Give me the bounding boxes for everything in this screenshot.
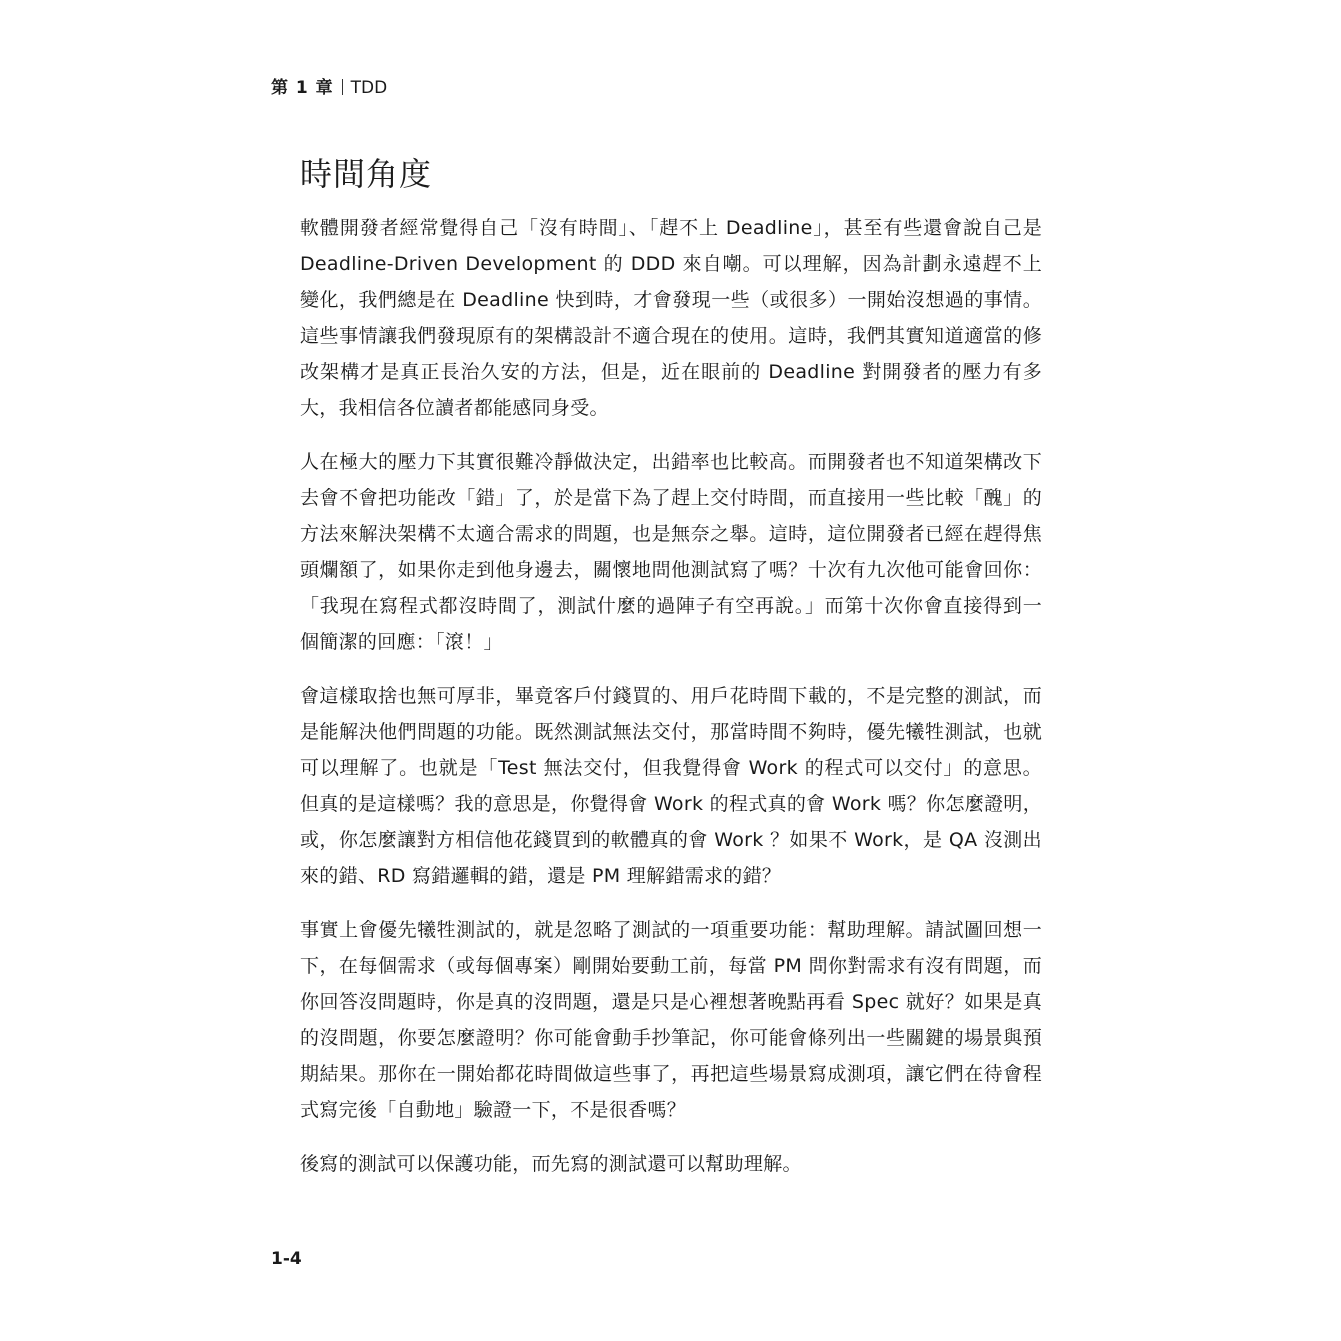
running-head [271,76,387,100]
paragraph-3: 會這樣取捨也無可厚非，畢竟客戶付錢買的、用戶花時間下載的，不是完整的測試，而是能解決他們問題的功能。既然測試無法交付，那當時間不夠時，優先犧牲測試，也就可以理解了。也就是「Test 無法交付，但我覺得會 Work 的程式可以交付」的意思。但真的是這樣嗎？我的意思是，你覺得會 Work 的程式真的會 Work 嗎？你怎麼證明，或，你怎麼讓對方相信他花錢買到的軟體真的會 Work ？如果不 Work，是 QA 沒測出來的錯、RD 寫錯邏輯的錯，還是 PM 理解錯需求的錯？ [300,685,1042,887]
section-title: 時間角度 [300,155,433,193]
paragraph-5: 後寫的測試可以保護功能，而先寫的測試還可以幫助理解。 [300,1153,802,1175]
body-text [300,210,1042,1200]
header-divider [342,79,343,95]
paragraph-4: 事實上會優先犧牲測試的，就是忽略了測試的一項重要功能：幫助理解。請試圖回想一下，在每個需求（或每個專案）剛開始要動工前，每當 PM 問你對需求有沒有問題，而你回答沒問題時，你是真的沒問題，還是只是心裡想著晚點再看 Spec 就好？如果是真的沒問題，你要怎麼證明？你可能會動手抄筆記，你可能會條列出一些關鍵的場景與預期結果。那你在一開始都花時間做這些事了，再把這些場景寫成測項，讓它們在待會程式寫完後「自動地」驗證一下，不是很香嗎？ [300,919,1042,1121]
chapter-topic: TDD [350,78,388,98]
chapter-label: 第 1 章 [271,78,334,98]
page-number: 1-4 [271,1249,302,1269]
paragraph-1: 軟體開發者經常覺得自己「沒有時間」、「趕不上 Deadline」，甚至有些還會說自己是 Deadline-Driven Development 的 DDD 來自嘲。可以理解，因為計劃永遠趕不上變化，我們總是在 Deadline 快到時，才會發現一些（或很多）一開始沒想過的事情。這些事情讓我們發現原有的架構設計不適合現在的使用。這時，我們其實知道適當的修改架構才是真正長治久安的方法，但是，近在眼前的 Deadline 對開發者的壓力有多大，我相信各位讀者都能感同身受。 [300,217,1042,419]
paragraph-2: 人在極大的壓力下其實很難冷靜做決定，出錯率也比較高。而開發者也不知道架構改下去會不會把功能改「錯」了，於是當下為了趕上交付時間，而直接用一些比較「醜」的方法來解決架構不太適合需求的問題，也是無奈之舉。這時，這位開發者已經在趕得焦頭爛額了，如果你走到他身邊去，關懷地問他測試寫了嗎？十次有九次他可能會回你：「我現在寫程式都沒時間了，測試什麼的過陣子有空再說。」而第十次你會直接得到一個簡潔的回應：「滾！」 [300,451,1042,653]
